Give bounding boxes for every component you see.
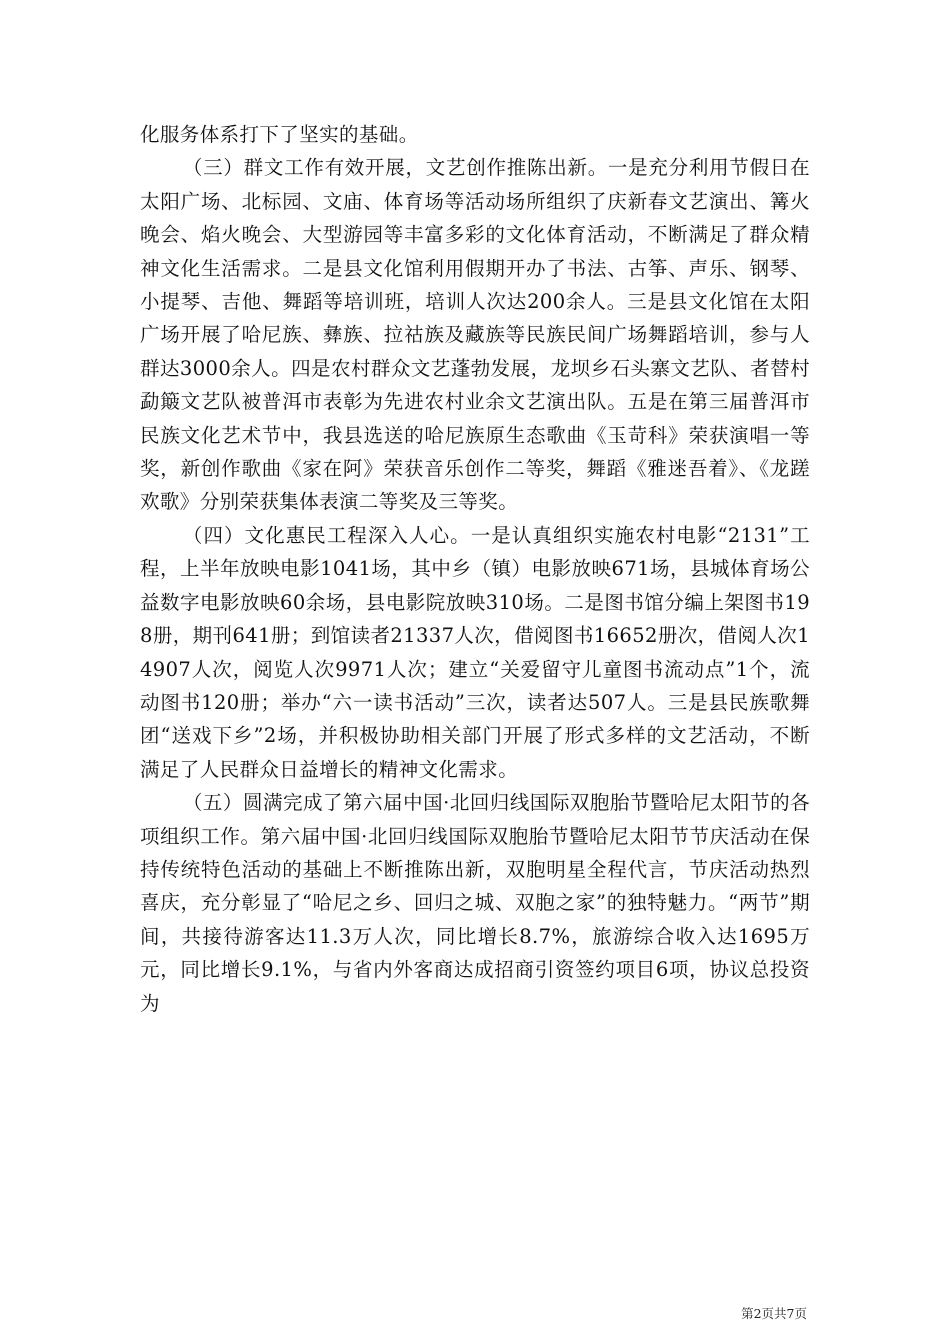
- document-body: [140, 118, 810, 1020]
- paragraph-section-5: （五）圆满完成了第六届中国·北回归线国际双胞胎节暨哈尼太阳节的各项组织工作。第六届中国·北回归线国际双胞胎节暨哈尼太阳节节庆活动在保持传统特色活动的基础上不断推陈出新，双胞明星全程代言，节庆活动热烈喜庆，充分彰显了“哈尼之乡、回归之城、双胞之家”的独特魅力。“两节”期间，共接待游客达11.3万人次，同比增长8.7%，旅游综合收入达1695万元，同比增长9.1%，与省内外客商达成招商引资签约项目6项，协议总投资为: [140, 791, 810, 1015]
- paragraph-section-3: （三）群文工作有效开展，文艺创作推陈出新。一是充分利用节假日在太阳广场、北标园、文庙、体育场等活动场所组织了庆新春文艺演出、篝火晚会、焰火晚会、大型游园等丰富多彩的文化体育活动，不断满足了群众精神文化生活需求。二是县文化馆利用假期开办了书法、古筝、声乐、钢琴、小提琴、吉他、舞蹈等培训班，培训人次达200余人。三是县文化馆在太阳广场开展了哈尼族、彝族、拉祜族及藏族等民族民间广场舞蹈培训，参与人群达3000余人。四是农村群众文艺蓬勃发展，龙坝乡石头寨文艺队、者替村勐簸文艺队被普洱市表彰为先进农村业余文艺演出队。五是在第三届普洱市民族文化艺术节中，我县选送的哈尼族原生态歌曲《玉苛科》荣获演唱一等奖，新创作歌曲《家在阿》荣获音乐创作二等奖，舞蹈《雅迷吾着》、《龙蹉欢歌》分别荣获集体表演二等奖及三等奖。: [140, 156, 810, 514]
- paragraph-continuation: 化服务体系打下了坚实的基础。: [140, 123, 419, 146]
- page-number-label: 第2页共7页: [741, 1306, 807, 1321]
- paragraph-section-4: （四）文化惠民工程深入人心。一是认真组织实施农村电影“2131”工程，上半年放映电影1041场，其中乡（镇）电影放映671场，县城体育场公益数字电影放映60余场，县电影院放映310场。二是图书馆分编上架图书198册，期刊641册；到馆读者21337人次，借阅图书16652册次，借阅人次14907人次，阅览人次9971人次；建立“关爱留守儿童图书流动点”1个，流动图书120册；举办“六一读书活动”三次，读者达507人。三是县民族歌舞团“送戏下乡”2场，并积极协助相关部门开展了形式多样的文艺活动，不断满足了人民群众日益增长的精神文化需求。: [140, 523, 810, 781]
- page-number-footer: [741, 1304, 807, 1322]
